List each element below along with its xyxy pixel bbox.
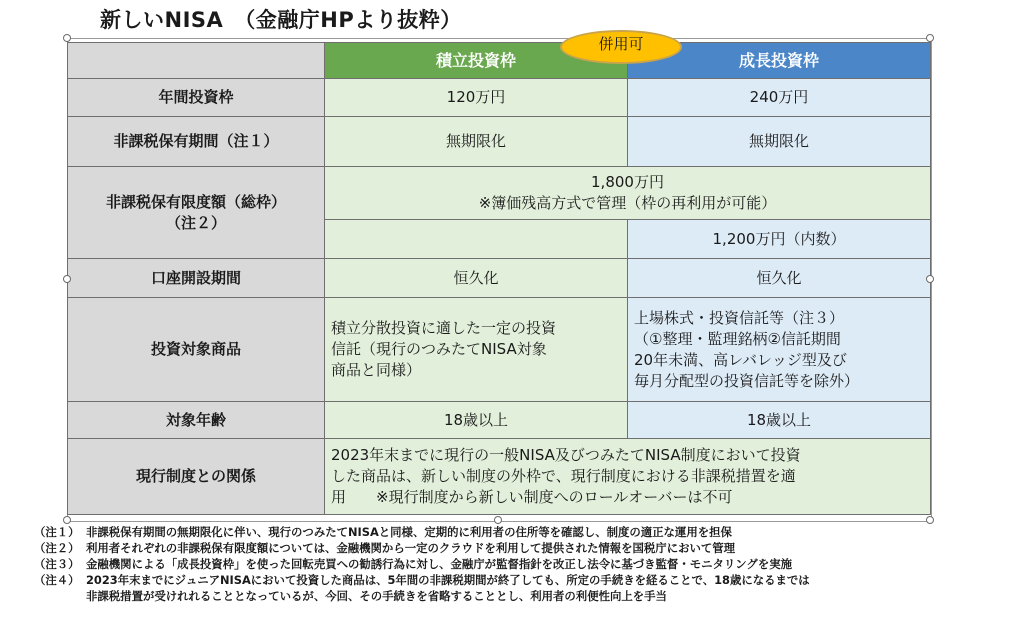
footnote-1: [34, 524, 1019, 540]
cell-relation: [325, 439, 931, 515]
products-seicho-line: 上場株式・投資信託等（注３）: [634, 308, 845, 327]
footnote-text: 2023年末までにジュニアNISAにおいて投資した商品は、5年間の非課税期間が終了しても、所定の手続きを経ることで、18歳になるまでは: [86, 573, 810, 587]
cell-account-seicho: 恒久化: [628, 259, 931, 298]
footnote-tag: （注３）: [34, 557, 80, 571]
selection-handle[interactable]: [926, 34, 934, 42]
selection-handle[interactable]: [63, 516, 71, 524]
products-tsumitate-line: 商品と同様）: [331, 361, 422, 379]
combinable-badge: 併用可: [560, 30, 682, 64]
table-row: [68, 167, 931, 220]
footnote-text: 金融機関による「成長投資枠」を使った回転売買への勧誘行為に対し、金融庁が監督指針を改正し法令に基づき監督・モニタリングを実施: [86, 557, 792, 571]
cell-limit-shared: [325, 167, 931, 220]
row-label-relation: 現行制度との関係: [68, 439, 325, 515]
table-row: [68, 439, 931, 515]
products-tsumitate-line: 積立分散投資に適した一定の投資: [331, 319, 557, 337]
cell-age-seicho: 18歳以上: [628, 402, 931, 439]
row-label-limit-line2: （注２）: [165, 213, 226, 232]
footnote-4: [34, 572, 1019, 588]
selection-handle[interactable]: [926, 516, 934, 524]
row-label-annual: 年間投資枠: [68, 79, 325, 117]
relation-line: 用 ※現行制度から新しい制度へのロールオーバーは不可: [331, 488, 733, 506]
row-label-limit-line1: 非課税保有限度額（総枠）: [105, 192, 286, 211]
selection-handle[interactable]: [63, 275, 71, 283]
cell-limit-tsumitate: [325, 220, 628, 259]
row-label-age: 対象年齢: [68, 402, 325, 439]
footnote-tag: （注２）: [34, 541, 80, 555]
cell-limit-seicho: 1,200万円（内数）: [628, 220, 931, 259]
header-row: [68, 43, 931, 79]
row-label-products: 投資対象商品: [68, 298, 325, 402]
limit-note: ※簿価残高方式で管理（枠の再利用が可能）: [478, 194, 777, 212]
row-label-account: 口座開設期間: [68, 259, 325, 298]
limit-total: 1,800万円: [591, 173, 664, 191]
footnote-tag: （注４）: [34, 573, 80, 587]
cell-period-seicho: 無期限化: [628, 117, 931, 167]
selection-handle[interactable]: [926, 275, 934, 283]
table-row: [68, 259, 931, 298]
table-row: [68, 402, 931, 439]
column-header-tsumitate: 積立投資枠: [325, 43, 628, 79]
footnote-tag: （注１）: [34, 525, 80, 539]
cell-products-tsumitate: [325, 298, 628, 402]
products-seicho-line: 毎月分配型の投資信託等を除外）: [634, 371, 860, 390]
table-row: [68, 298, 931, 402]
header-blank-cell: [68, 43, 325, 79]
page-title: 新しいNISA （金融庁HPより抜粋）: [100, 8, 462, 32]
cell-period-tsumitate: 無期限化: [325, 117, 628, 167]
footnote-3: [34, 556, 1019, 572]
products-seicho-line: （①整理・監理銘柄②信託期間: [634, 329, 841, 348]
products-seicho-line: 20年未満、高レバレッジ型及び: [634, 350, 847, 369]
selection-handle[interactable]: [494, 516, 502, 524]
table-row: [68, 79, 931, 117]
footnote-text: 利用者それぞれの非課税保有限度額については、金融機関から一定のクラウドを利用して提供された情報を国税庁において管理: [86, 541, 736, 555]
row-label-period: 非課税保有期間（注１）: [68, 117, 325, 167]
column-header-seicho: 成長投資枠: [628, 43, 931, 79]
footnotes: [34, 524, 1019, 604]
cell-age-tsumitate: 18歳以上: [325, 402, 628, 439]
cell-annual-tsumitate: 120万円: [325, 79, 628, 117]
cell-products-seicho: [628, 298, 931, 402]
cell-account-tsumitate: 恒久化: [325, 259, 628, 298]
table-row: [68, 117, 931, 167]
products-tsumitate-line: 信託（現行のつみたてNISA対象: [331, 340, 547, 358]
relation-line: した商品は、新しい制度の外枠で、現行制度における非課税措置を適: [331, 467, 796, 485]
footnote-2: [34, 540, 1019, 556]
cell-annual-seicho: 240万円: [628, 79, 931, 117]
relation-line: 2023年末までに現行の一般NISA及びつみたてNISA制度において投資: [331, 446, 801, 464]
footnote-4-continuation: 非課税措置が受けれれることとなっているが、今回、その手続きを省略することとし、利用者の利便性向上を手当: [86, 589, 667, 603]
nisa-comparison-table: [67, 42, 931, 515]
row-label-limit: [68, 167, 325, 259]
selection-handle[interactable]: [63, 34, 71, 42]
footnote-text: 非課税保有期間の無期限化に伴い、現行のつみたてNISAと同様、定期的に利用者の住所等を確認し、制度の適正な運用を担保: [86, 525, 732, 539]
